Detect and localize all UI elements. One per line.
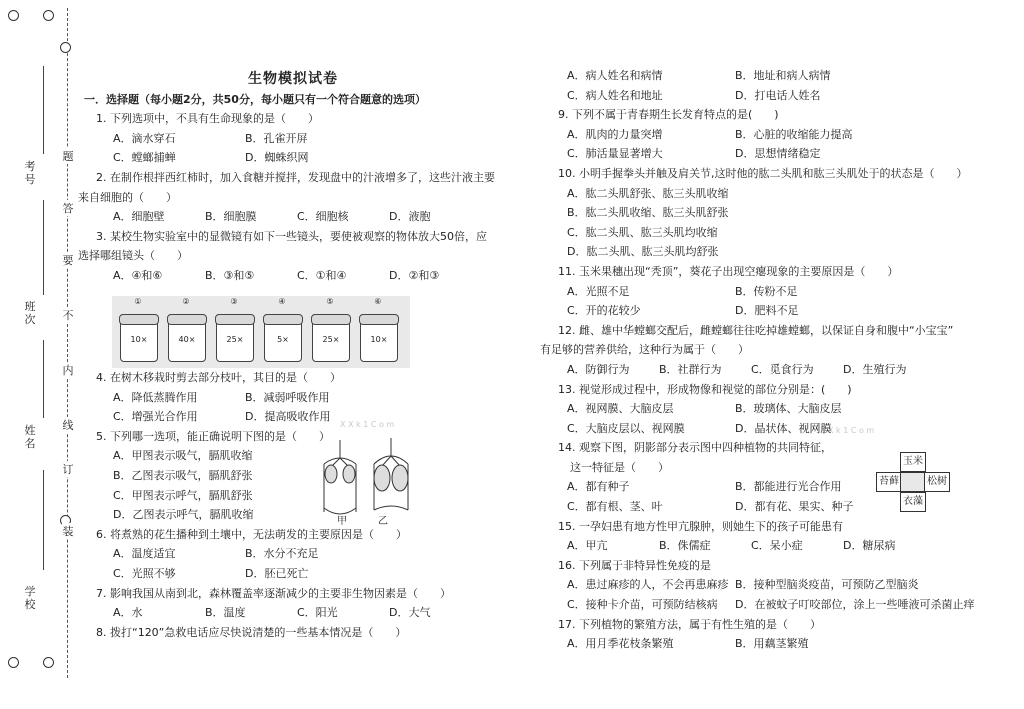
answer-option: A．温度适宜 <box>113 547 176 561</box>
answer-option: B．侏儒症 <box>659 539 711 553</box>
plant-algae: 衣藻 <box>900 492 926 512</box>
seal-char: 不 <box>62 309 74 322</box>
lens-magnification: 25× <box>226 335 244 344</box>
answer-option: B．水分不充足 <box>245 547 319 561</box>
answer-option: D．蜘蛛织网 <box>245 151 309 165</box>
answer-option: C．甲图表示呼气，膈肌舒张 <box>113 488 253 502</box>
option-row <box>540 301 990 321</box>
option-row <box>78 148 508 168</box>
answer-option: D．提高吸收作用 <box>245 410 331 424</box>
option-row <box>540 184 990 204</box>
lens-cap <box>119 314 159 325</box>
question-stem: 17. 下列植物的繁殖方法，属于有性生殖的是（ ） <box>558 617 821 631</box>
answer-option: D．②和③ <box>389 268 440 282</box>
answer-option: D．糖尿病 <box>843 539 896 553</box>
option-row <box>78 388 508 408</box>
answer-option: C．增强光合作用 <box>113 410 198 424</box>
page-title: 生物模拟试卷 <box>248 71 338 87</box>
right-column <box>540 66 990 654</box>
answer-option: C．开的花较少 <box>567 304 641 318</box>
question-block-4-8 <box>78 368 508 642</box>
question-stem: 4. 在树木移栽时剪去部分枝叶，其目的是（ ） <box>96 371 341 384</box>
left-column <box>78 70 508 286</box>
seal-char: 题 <box>62 150 74 163</box>
answer-option: C．①和④ <box>297 268 347 282</box>
answer-option: A．滴水穿石 <box>113 131 176 145</box>
lens-cap <box>215 314 255 325</box>
question-stem-continued: 有足够的营养供给，这种行为属于（ ） <box>540 343 749 357</box>
lens-number: ③ <box>230 297 238 306</box>
question-stem: 16. 下列属于非特异性免疫的是 <box>558 558 711 572</box>
seal-char: 答 <box>62 202 74 215</box>
option-row <box>78 407 508 427</box>
question-stem: 13. 视觉形成过程中，形成物像和视觉的部位分别是：( ) <box>558 382 852 396</box>
answer-option: C．呆小症 <box>751 539 803 553</box>
lens-magnification: 5× <box>277 335 289 344</box>
field-line <box>43 340 44 418</box>
field-line <box>43 470 44 570</box>
answer-option: B．玻璃体、大脑皮层 <box>735 402 842 416</box>
answer-option: A．肱二头肌舒张、肱三头肌收缩 <box>567 186 729 200</box>
option-row <box>540 575 990 595</box>
answer-option: B．减弱呼吸作用 <box>245 390 330 404</box>
seal-char: 线 <box>62 419 74 432</box>
lens-number: ④ <box>278 297 286 306</box>
option-row <box>540 144 990 164</box>
answer-option: B．细胞膜 <box>205 210 257 224</box>
option-row <box>78 603 508 623</box>
question-stem: 11. 玉米果穗出现“秃顶”，葵花子出现空瘪现象的主要原因是（ ） <box>558 264 899 278</box>
answer-option: A．病人姓名和病情 <box>567 69 663 82</box>
option-row <box>540 86 990 106</box>
plant-pine: 松树 <box>924 472 950 492</box>
answer-option: D．思想情绪稳定 <box>735 147 821 161</box>
answer-option: A．水 <box>113 606 143 620</box>
lens-number: ⑤ <box>326 297 334 306</box>
answer-option: D．都有花、果实、种子 <box>735 500 854 514</box>
answer-option: A．甲图表示吸气，膈肌收缩 <box>113 449 253 463</box>
answer-option: B．社群行为 <box>659 362 722 376</box>
lens-icon <box>120 314 158 362</box>
option-row <box>540 634 990 654</box>
seal-char: 内 <box>62 364 74 377</box>
question-stem-continued: 选择哪组镜头（ ） <box>78 249 188 263</box>
option-row <box>540 399 990 419</box>
option-row <box>78 129 508 149</box>
answer-option: C．接种卡介苗，可预防结核病 <box>567 598 718 612</box>
question-stem: 5. 下列哪一选项，能正确说明下图的是（ ） <box>96 429 330 443</box>
field-line <box>43 66 44 154</box>
option-row <box>540 223 990 243</box>
lens-figure <box>112 296 410 368</box>
option-row <box>78 466 508 486</box>
watermark-text: X X k 1 C o m <box>340 420 395 429</box>
option-row <box>540 66 990 86</box>
answer-option: B．乙图表示吸气，膈肌舒张 <box>113 468 253 482</box>
question-stem: 6. 将煮熟的花生播种到土壤中，无法萌发的主要原因是（ ） <box>96 527 407 541</box>
class-label: 班次 <box>24 300 36 326</box>
answer-option: B．温度 <box>205 606 246 620</box>
answer-option: C．都有根、茎、叶 <box>567 500 663 514</box>
answer-option: B．肱二头肌收缩、肱三头肌舒张 <box>567 206 729 220</box>
binding-hole-icon <box>43 657 54 668</box>
answer-option: C．阳光 <box>297 606 338 620</box>
option-row <box>78 266 508 286</box>
plant-moss: 苔藓 <box>876 472 902 492</box>
answer-option: B．都能进行光合作用 <box>735 480 842 494</box>
answer-option: C．螳螂捕蝉 <box>113 151 176 165</box>
question-stem: 1. 下列选项中，不具有生命现象的是（ ） <box>96 112 319 126</box>
answer-option: A．用月季花枝条繁殖 <box>567 637 674 651</box>
question-stem: 12. 雌、雄中华螳螂交配后，雌螳螂往往吃掉雄螳螂，以保证自身和腹中“小宝宝” <box>558 323 954 337</box>
left-column-lower <box>78 368 508 642</box>
lens-cap <box>167 314 207 325</box>
option-row <box>78 544 508 564</box>
lens-cap <box>359 314 399 325</box>
answer-option: A．甲亢 <box>567 539 608 553</box>
answer-option: A．防御行为 <box>567 362 630 376</box>
answer-option: A．降低蒸腾作用 <box>113 390 198 404</box>
answer-option: C．大脑皮层以、视网膜 <box>567 421 685 435</box>
lens-magnification: 10× <box>370 335 388 344</box>
option-row <box>540 536 990 556</box>
answer-option: D．肱二头肌、肱三头肌均舒张 <box>567 245 719 259</box>
answer-option: A．视网膜、大脑皮层 <box>567 402 674 416</box>
lens-icon <box>264 314 302 362</box>
lens-cap <box>263 314 303 325</box>
binding-hole-icon <box>60 42 71 53</box>
answer-option: A．细胞壁 <box>113 210 165 224</box>
lens-number: ① <box>134 297 142 306</box>
option-row <box>78 505 508 525</box>
answer-option: D．胚已死亡 <box>245 566 309 580</box>
option-row <box>78 486 508 506</box>
question-stem: 7. 影响我国从南到北，森林覆盖率逐渐减少的主要非生物因素是（ ） <box>96 586 451 600</box>
plant-corn: 玉米 <box>900 452 926 472</box>
option-row <box>540 419 990 439</box>
question-stem: 8. 拨打“120”急救电话应尽快说清楚的一些基本情况是（ ） <box>96 625 407 639</box>
lens-icon <box>168 314 206 362</box>
answer-option: C．光照不够 <box>113 566 176 580</box>
answer-option: A．④和⑥ <box>113 268 163 282</box>
lens-number: ⑥ <box>374 297 382 306</box>
option-row <box>540 595 990 615</box>
question-block-8-17 <box>540 66 990 654</box>
option-row <box>78 446 508 466</box>
binding-line <box>67 8 68 678</box>
section-heading: 一．选择题（每小题2分，共50分，每小题只有一个符合题意的选项） <box>84 92 426 106</box>
lens-icon <box>216 314 254 362</box>
answer-option: B．传粉不足 <box>735 284 798 298</box>
option-row <box>540 360 990 380</box>
answer-option: C．觅食行为 <box>751 362 814 376</box>
question-stem: 3. 某校生物实验室中的显微镜有如下一些镜头，要使被观察的物体放大50倍，应 <box>96 229 487 243</box>
answer-option: A．光照不足 <box>567 284 630 298</box>
option-row <box>540 125 990 145</box>
lens-cap <box>311 314 351 325</box>
lens-number: ② <box>182 297 190 306</box>
option-row <box>78 564 508 584</box>
watermark-text: X X k 1 C o m <box>820 426 875 435</box>
answer-option: D．晶状体、视网膜 <box>735 421 832 435</box>
lens-magnification: 25× <box>322 335 340 344</box>
lens-icon <box>360 314 398 362</box>
name-label: 姓名 <box>24 424 36 450</box>
option-row <box>78 207 508 227</box>
option-row <box>540 242 990 262</box>
answer-option: C．肱二头肌、肱三头肌均收缩 <box>567 225 718 239</box>
answer-option: B．地址和病人病情 <box>735 69 831 82</box>
question-stem: 这一特征是（ ） <box>570 460 669 474</box>
answer-option: D．打电话人姓名 <box>735 88 821 102</box>
question-stem: 2. 在制作根拌西红柿时，加入食糖并搅拌，发现盘中的汁液增多了，这些汁液主要 <box>96 170 495 184</box>
answer-option: B．接种型脑炎疫苗，可预防乙型脑炎 <box>735 578 919 592</box>
answer-option: C．病人姓名和地址 <box>567 88 663 102</box>
binding-hole-icon <box>43 10 54 21</box>
answer-option: D．乙图表示呼气，膈肌收缩 <box>113 508 254 522</box>
question-stem: 9. 下列不属于青春期生长发育特点的是( ) <box>558 108 779 122</box>
plant-cross-figure <box>876 452 950 518</box>
answer-option: B．孔雀开屏 <box>245 131 308 145</box>
question-stem: 10. 小明手握拳头并触及肩关节,这时他的肱二头肌和肱三头肌处于的状态是（ ） <box>558 166 968 180</box>
field-line <box>43 200 44 295</box>
shared-feature-cell <box>900 472 926 492</box>
lung-label-yi: 乙 <box>378 516 388 527</box>
answer-option: A．都有种子 <box>567 480 630 494</box>
answer-option: D．液胞 <box>389 210 431 224</box>
question-stem: 14. 观察下图，阴影部分表示图中四种植物的共同特征， <box>558 441 832 455</box>
question-stem-continued: 来自细胞的（ ） <box>78 190 177 204</box>
lung-model-figure <box>316 434 416 526</box>
answer-option: B．心脏的收缩能力提高 <box>735 127 853 141</box>
binding-hole-icon <box>8 657 19 668</box>
answer-option: A．肌肉的力量突增 <box>567 127 663 141</box>
answer-option: D．大气 <box>389 606 431 620</box>
lens-icon <box>312 314 350 362</box>
lung-label-jia: 甲 <box>337 516 347 527</box>
seal-char: 订 <box>62 463 74 476</box>
seal-char: 要 <box>62 254 74 267</box>
question-block-1-3 <box>78 109 508 285</box>
answer-option: D．生殖行为 <box>843 362 907 376</box>
lens-magnification: 10× <box>130 335 148 344</box>
lens-magnification: 40× <box>178 335 196 344</box>
school-label: 学校 <box>24 585 36 611</box>
option-row <box>540 203 990 223</box>
answer-option: A．患过麻疹的人，不会再患麻疹 <box>567 578 729 592</box>
question-stem: 15. 一孕妇患有地方性甲亢腺肿，则她生下的孩子可能患有 <box>558 519 843 533</box>
seal-char: 装 <box>62 525 74 538</box>
option-row <box>540 282 990 302</box>
binding-hole-icon <box>8 10 19 21</box>
answer-option: B．③和⑤ <box>205 268 255 282</box>
answer-option: C．肺活量显著增大 <box>567 147 663 161</box>
answer-option: D．在被蚊子叮咬部位，涂上一些唾液可杀菌止痒 <box>735 598 975 612</box>
answer-option: C．细胞核 <box>297 210 349 224</box>
answer-option: B．用藕茎繁殖 <box>735 637 809 651</box>
exam-number-label: 考号 <box>24 160 36 186</box>
answer-option: D．肥料不足 <box>735 304 799 318</box>
